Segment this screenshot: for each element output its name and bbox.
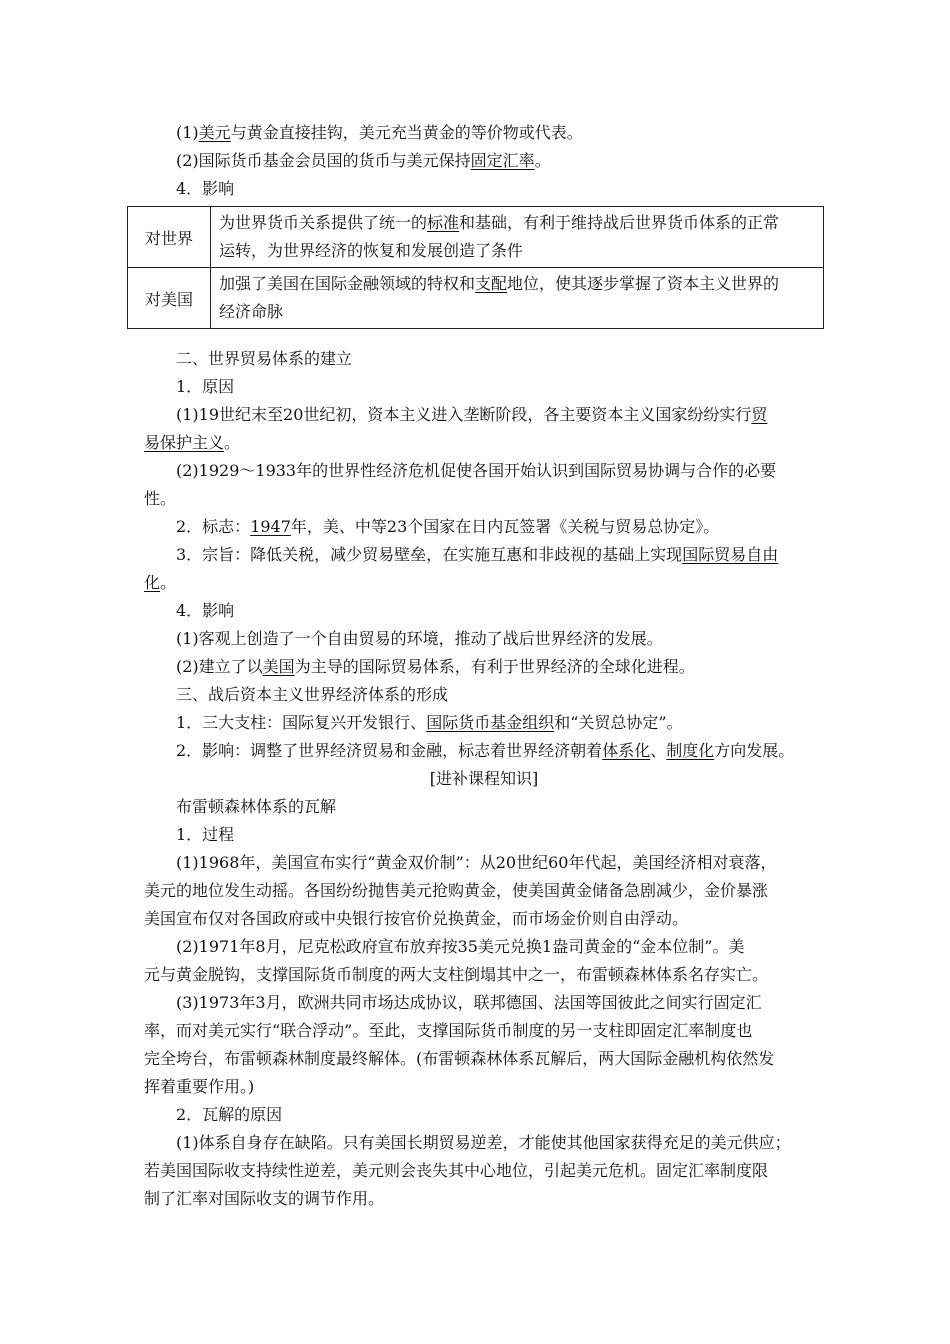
text: 方向发展。 <box>714 741 795 760</box>
text: (2)建立了以 <box>176 657 263 676</box>
paragraph <box>176 710 824 736</box>
text: 为主导的国际贸易体系，有利于世界经济的全球化进程。 <box>294 657 695 676</box>
paragraph-continued: 完全垮台，布雷顿森林制度最终解体。(布雷顿森林体系瓦解后，两大国际金融机构依然发 <box>144 1049 775 1068</box>
underlined-answer: 化 <box>144 573 161 592</box>
text: 。 <box>534 151 551 170</box>
text: 1．三大支柱：国际复兴开发银行、 <box>176 713 427 732</box>
paragraph-continued: 若美国国际收支持续性逆差，美元则会丧失其中心地位，引起美元危机。固定汇率制度限 <box>144 1161 769 1180</box>
paragraph <box>176 542 824 568</box>
text: (1) <box>176 123 199 142</box>
text: 。 <box>224 433 241 452</box>
subheading: 1．过程 <box>176 825 235 844</box>
table-cell <box>211 268 824 329</box>
paragraph: (1)1968年，美国宣布实行“黄金双价制”：从20世纪60年代起，美国经济相对衰落， <box>176 853 777 872</box>
underlined-answer: 贸 <box>751 405 768 424</box>
extension-title: 布雷顿森林体系的瓦解 <box>176 797 337 816</box>
paragraph <box>176 654 824 680</box>
paragraph-continued: 美元的地位发生动摇。各国纷纷抛售美元抢购黄金，使美国黄金储备急剧减少，金价暴涨 <box>144 881 769 900</box>
text: 经济命脉 <box>219 302 284 321</box>
section-title: 二、世界贸易体系的建立 <box>176 349 353 368</box>
paragraph-continued: 美国宣布仅对各国政府或中央银行按官价兑换黄金，而市场金价则自由浮动。 <box>144 909 689 928</box>
row-header: 对美国 <box>128 268 211 329</box>
text: 和“关贸总协定”。 <box>554 713 683 732</box>
text: 。 <box>160 573 177 592</box>
underlined-answer: 固定汇率 <box>470 151 535 170</box>
subheading: 2．瓦解的原因 <box>176 1105 283 1124</box>
underlined-answer: 制度化 <box>666 741 715 760</box>
underlined-answer: 国际货币基金组织 <box>426 713 555 732</box>
row-header: 对世界 <box>128 207 211 268</box>
text: 地位，使其逐步掌握了资本主义世界的 <box>507 274 780 293</box>
underlined-answer: 美元 <box>198 123 231 142</box>
paragraph <box>176 738 824 764</box>
text: 与黄金直接挂钩，美元充当黄金的等价物或代表。 <box>230 123 583 142</box>
paragraph: (2)1929～1933年的世界性经济危机促使各国开始认识到国际贸易协调与合作的必要 <box>176 461 777 480</box>
paragraph-continued: 制了汇率对国际收支的调节作用。 <box>144 1189 385 1208</box>
text: (1)19世纪末至20世纪初，资本主义进入垄断阶段，各主要资本主义国家纷纷实行 <box>176 405 752 424</box>
text: 运转，为世界经济的恢复和发展创造了条件 <box>219 241 524 260</box>
text: 、 <box>650 741 667 760</box>
paragraph-continued: 率，而对美元实行“联合浮动”。至此，支撑国际货币制度的另一支柱即固定汇率制度也 <box>144 1021 753 1040</box>
underlined-answer: 国际贸易自由 <box>682 545 779 564</box>
text: 为世界货币关系提供了统一的 <box>219 213 428 232</box>
underlined-answer: 支配 <box>475 274 508 293</box>
paragraph: (2)1971年8月，尼克松政府宣布放弃按35美元兑换1盎司黄金的“金本位制”。美 <box>176 937 745 956</box>
paragraph: (1)客观上创造了一个自由贸易的环境，推动了战后世界经济的发展。 <box>176 629 663 648</box>
paragraph-continued <box>144 570 824 596</box>
paragraph-continued: 元与黄金脱钩，支撑国际货币制度的两大支柱倒塌其中之一，布雷顿森林体系名存实亡。 <box>144 965 769 984</box>
paragraph <box>176 148 824 174</box>
table-cell <box>211 207 824 268</box>
text: 和基础，有利于维持战后世界货币体系的正常 <box>459 213 780 232</box>
subheading: 1．原因 <box>176 377 235 396</box>
paragraph-continued: 性。 <box>144 489 177 508</box>
paragraph: (1)体系自身存在缺陷。只有美国长期贸易逆差，才能使其他国家获得充足的美元供应； <box>176 1133 791 1152</box>
impact-table <box>127 206 824 329</box>
text: 加强了美国在国际金融领域的特权和 <box>219 274 476 293</box>
text: 年，美、中等23个国家在日内瓦签署《关税与贸易总协定》。 <box>290 517 720 536</box>
section-title: 三、战后资本主义世界经济体系的形成 <box>176 685 449 704</box>
text: 2．影响：调整了世界经济贸易和金融，标志着世界经济朝着 <box>176 741 603 760</box>
text: (2)国际货币基金会员国的货币与美元保持 <box>176 151 471 170</box>
underlined-answer: 美国 <box>262 657 295 676</box>
table-row <box>128 207 824 268</box>
subheading: 4．影响 <box>176 601 235 620</box>
paragraph: (3)1973年3月，欧洲共同市场达成协议，联邦德国、法国等国彼此之间实行固定汇 <box>176 993 762 1012</box>
table-row <box>128 268 824 329</box>
paragraph <box>176 120 824 146</box>
paragraph <box>176 402 824 428</box>
underlined-answer: 体系化 <box>602 741 651 760</box>
underlined-answer: 1947 <box>250 517 291 536</box>
text: 3．宗旨：降低关税，减少贸易壁垒，在实施互惠和非歧视的基础上实现 <box>176 545 683 564</box>
paragraph <box>176 514 824 540</box>
extension-heading: [进补课程知识] <box>429 769 539 788</box>
subheading: 4．影响 <box>176 179 235 198</box>
underlined-answer: 标准 <box>427 213 460 232</box>
paragraph-continued: 挥着重要作用。) <box>144 1077 255 1096</box>
paragraph-continued <box>144 430 824 456</box>
underlined-answer: 易保护主义 <box>144 433 225 452</box>
text: 2．标志： <box>176 517 251 536</box>
